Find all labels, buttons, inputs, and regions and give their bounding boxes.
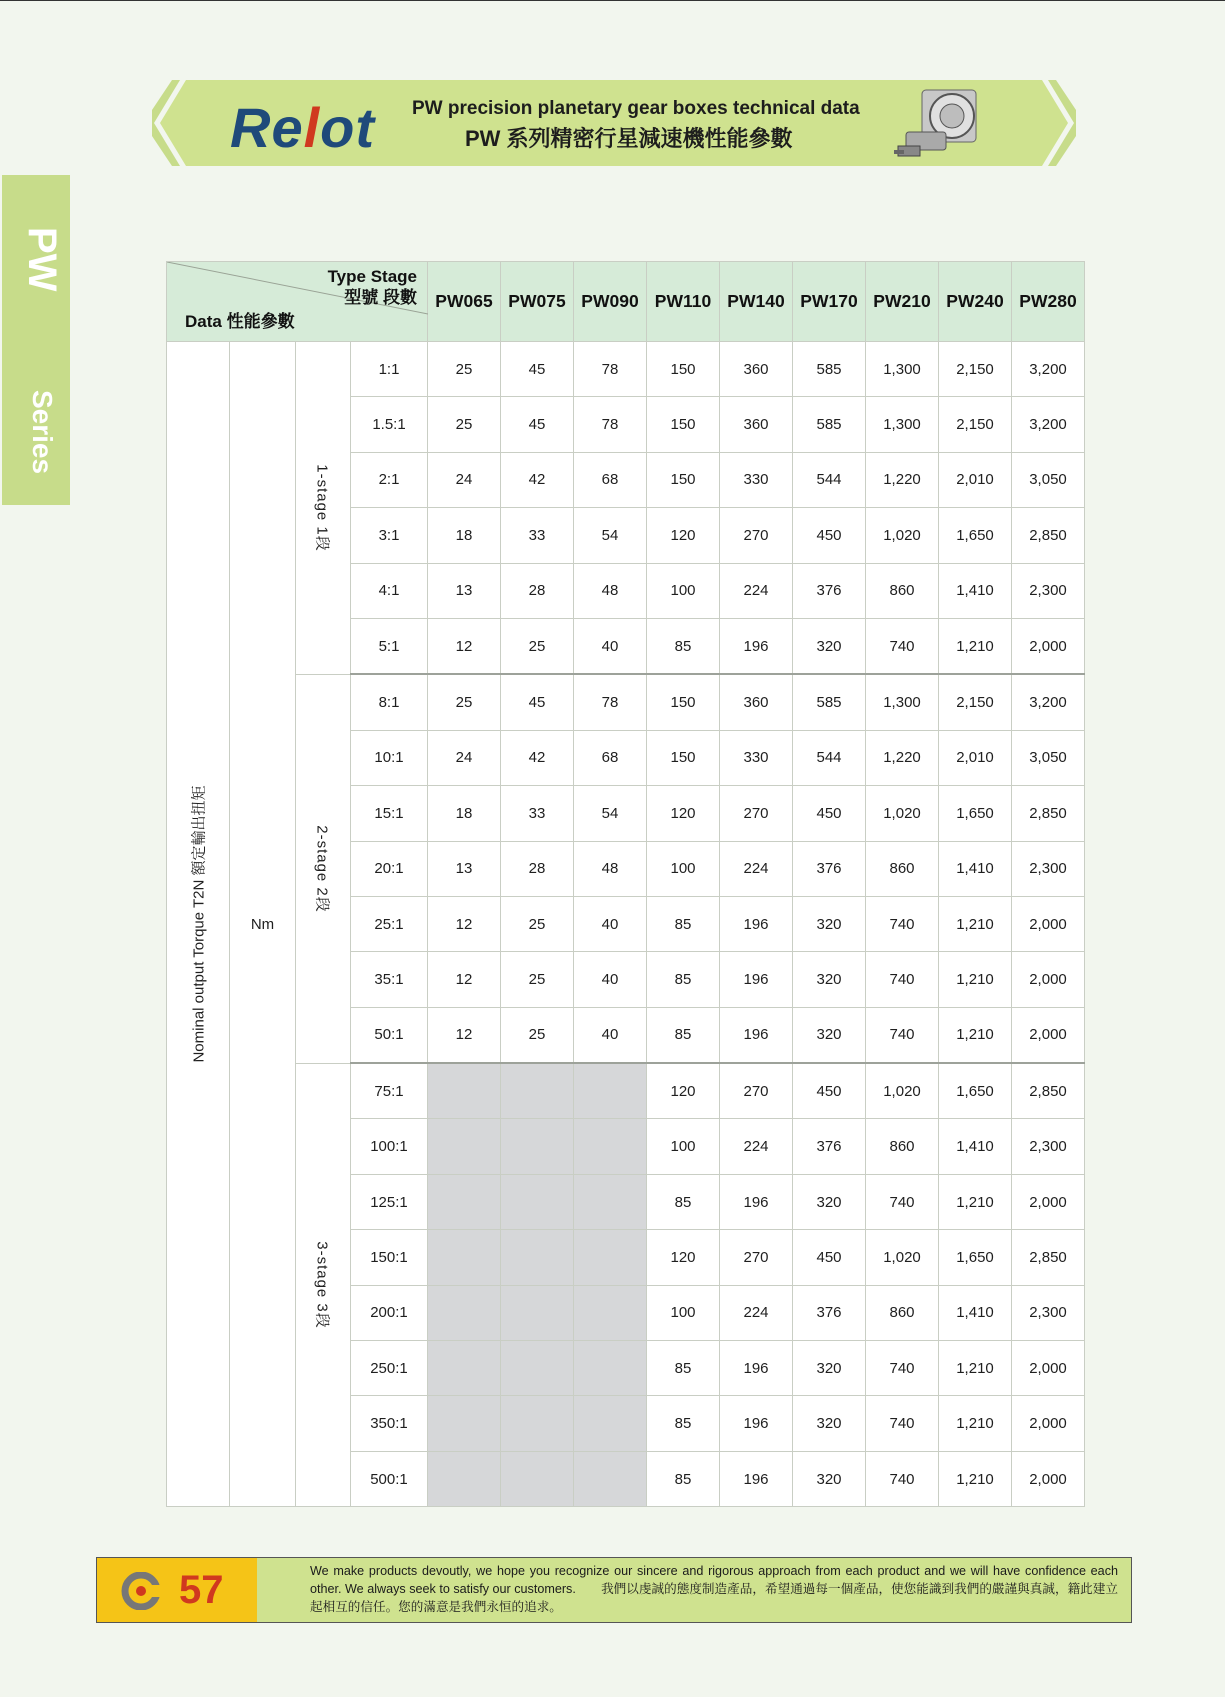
ratio-cell: 8:1 [351, 674, 428, 730]
torque-value-cell: 2,150 [939, 397, 1012, 452]
torque-value-cell: 224 [720, 563, 793, 618]
relot-logo: Relot [230, 96, 376, 159]
table-row [167, 342, 1085, 397]
torque-value-cell: 320 [793, 1451, 866, 1506]
unavailable-cell [501, 1119, 574, 1174]
header-type-stage: Type Stage [327, 267, 417, 286]
torque-value-cell: 45 [501, 674, 574, 730]
unavailable-cell [574, 1174, 647, 1229]
torque-value-cell: 2,000 [1012, 1007, 1085, 1063]
unavailable-cell [501, 1230, 574, 1285]
torque-value-cell: 860 [866, 1119, 939, 1174]
torque-value-cell: 2,850 [1012, 508, 1085, 563]
torque-value-cell: 196 [720, 952, 793, 1007]
torque-value-cell: 740 [866, 1174, 939, 1229]
torque-value-cell: 740 [866, 896, 939, 951]
side-tab-pw: PW [20, 227, 64, 292]
torque-value-cell: 45 [501, 397, 574, 452]
torque-value-cell: 2,850 [1012, 1063, 1085, 1119]
param-label: Nominal output Torque T2N 額定輸出扭矩 [190, 785, 208, 1063]
model-header: PW065 [428, 262, 501, 342]
torque-value-cell: 1,650 [939, 1230, 1012, 1285]
torque-value-cell: 2,300 [1012, 563, 1085, 618]
side-tab-series: Series [27, 390, 58, 475]
torque-value-cell: 1,300 [866, 342, 939, 397]
torque-value-cell: 224 [720, 1119, 793, 1174]
torque-value-cell: 54 [574, 786, 647, 841]
torque-spec-table [166, 261, 1085, 1507]
ratio-cell: 4:1 [351, 563, 428, 618]
ratio-cell: 5:1 [351, 618, 428, 674]
torque-value-cell: 2,300 [1012, 1285, 1085, 1340]
torque-value-cell: 320 [793, 1007, 866, 1063]
torque-value-cell: 270 [720, 786, 793, 841]
ratio-cell: 35:1 [351, 952, 428, 1007]
ratio-cell: 2:1 [351, 452, 428, 507]
torque-value-cell: 25 [428, 674, 501, 730]
torque-value-cell: 2,000 [1012, 952, 1085, 1007]
torque-value-cell: 1,210 [939, 618, 1012, 674]
torque-value-cell: 2,000 [1012, 1174, 1085, 1229]
torque-value-cell: 360 [720, 342, 793, 397]
ratio-cell: 350:1 [351, 1396, 428, 1451]
torque-value-cell: 320 [793, 1396, 866, 1451]
torque-value-cell: 78 [574, 674, 647, 730]
torque-value-cell: 18 [428, 508, 501, 563]
torque-value-cell: 13 [428, 841, 501, 896]
torque-value-cell: 740 [866, 1396, 939, 1451]
torque-value-cell: 1,220 [866, 452, 939, 507]
torque-value-cell: 196 [720, 1396, 793, 1451]
footer-bar [96, 1557, 1132, 1623]
torque-value-cell: 13 [428, 563, 501, 618]
unavailable-cell [574, 1063, 647, 1119]
ratio-cell: 250:1 [351, 1341, 428, 1396]
unavailable-cell [501, 1063, 574, 1119]
param-label-cell [167, 342, 230, 1507]
torque-value-cell: 1,220 [866, 730, 939, 785]
footer-statement: We make products devoutly, we hope you recognize our sincere and rigorous approach from each product and we will have confidence each other. We always seek to satisfy our customers. 我們以虔誠的態度制造產品，希望通過每一個產品，使您能識到我們的嚴謹與真誠，籍此建立起相互的信任。您的滿意是我們永恒的追求。 [310, 1564, 1118, 1614]
torque-value-cell: 2,850 [1012, 1230, 1085, 1285]
side-series-tab [2, 175, 70, 505]
unavailable-cell [574, 1396, 647, 1451]
ratio-cell: 200:1 [351, 1285, 428, 1340]
torque-value-cell: 150 [647, 674, 720, 730]
torque-value-cell: 376 [793, 563, 866, 618]
torque-value-cell: 1,210 [939, 1341, 1012, 1396]
torque-value-cell: 3,050 [1012, 452, 1085, 507]
torque-value-cell: 196 [720, 896, 793, 951]
banner-title-zh: PW 系列精密行星減速機性能參數 [465, 126, 793, 151]
unavailable-cell [574, 1230, 647, 1285]
ratio-cell: 500:1 [351, 1451, 428, 1506]
model-header: PW240 [939, 262, 1012, 342]
torque-value-cell: 68 [574, 452, 647, 507]
torque-value-cell: 376 [793, 841, 866, 896]
unavailable-cell [428, 1451, 501, 1506]
ratio-cell: 150:1 [351, 1230, 428, 1285]
torque-value-cell: 3,200 [1012, 674, 1085, 730]
unavailable-cell [428, 1119, 501, 1174]
torque-value-cell: 120 [647, 508, 720, 563]
unavailable-cell [574, 1341, 647, 1396]
torque-value-cell: 40 [574, 1007, 647, 1063]
torque-value-cell: 25 [501, 896, 574, 951]
torque-value-cell: 224 [720, 1285, 793, 1340]
model-header: PW140 [720, 262, 793, 342]
torque-value-cell: 860 [866, 563, 939, 618]
torque-value-cell: 85 [647, 1341, 720, 1396]
torque-value-cell: 740 [866, 1341, 939, 1396]
unavailable-cell [428, 1174, 501, 1229]
model-header: PW280 [1012, 262, 1085, 342]
torque-value-cell: 33 [501, 786, 574, 841]
torque-value-cell: 330 [720, 730, 793, 785]
torque-value-cell: 24 [428, 452, 501, 507]
model-header: PW090 [574, 262, 647, 342]
torque-value-cell: 740 [866, 1451, 939, 1506]
torque-value-cell: 450 [793, 1230, 866, 1285]
ratio-cell: 100:1 [351, 1119, 428, 1174]
torque-value-cell: 100 [647, 841, 720, 896]
header-banner [152, 80, 1076, 166]
torque-value-cell: 1,410 [939, 841, 1012, 896]
torque-value-cell: 1,020 [866, 786, 939, 841]
torque-value-cell: 40 [574, 896, 647, 951]
torque-value-cell: 100 [647, 563, 720, 618]
unavailable-cell [574, 1285, 647, 1340]
torque-value-cell: 68 [574, 730, 647, 785]
unit-cell: Nm [230, 342, 296, 1507]
ratio-cell: 25:1 [351, 896, 428, 951]
torque-value-cell: 1,300 [866, 674, 939, 730]
torque-value-cell: 3,200 [1012, 397, 1085, 452]
torque-value-cell: 450 [793, 786, 866, 841]
torque-value-cell: 270 [720, 1230, 793, 1285]
unavailable-cell [428, 1285, 501, 1340]
torque-value-cell: 2,150 [939, 674, 1012, 730]
torque-value-cell: 25 [501, 1007, 574, 1063]
torque-value-cell: 360 [720, 674, 793, 730]
stage-label-cell [296, 342, 351, 675]
torque-value-cell: 270 [720, 1063, 793, 1119]
torque-value-cell: 860 [866, 1285, 939, 1340]
torque-value-cell: 25 [501, 952, 574, 1007]
torque-value-cell: 585 [793, 397, 866, 452]
stage-label: 2-stage 2段 [313, 824, 331, 913]
unavailable-cell [501, 1396, 574, 1451]
torque-value-cell: 2,000 [1012, 1396, 1085, 1451]
torque-value-cell: 3,050 [1012, 730, 1085, 785]
torque-value-cell: 25 [428, 342, 501, 397]
torque-value-cell: 1,210 [939, 1396, 1012, 1451]
stage-label-cell [296, 674, 351, 1063]
torque-value-cell: 25 [501, 618, 574, 674]
torque-value-cell: 2,000 [1012, 1451, 1085, 1506]
torque-value-cell: 860 [866, 841, 939, 896]
torque-value-cell: 85 [647, 952, 720, 1007]
torque-value-cell: 150 [647, 397, 720, 452]
unavailable-cell [428, 1341, 501, 1396]
torque-value-cell: 85 [647, 618, 720, 674]
ratio-cell: 1:1 [351, 342, 428, 397]
ratio-cell: 75:1 [351, 1063, 428, 1119]
torque-value-cell: 78 [574, 342, 647, 397]
torque-value-cell: 85 [647, 1174, 720, 1229]
torque-value-cell: 2,010 [939, 730, 1012, 785]
torque-value-cell: 330 [720, 452, 793, 507]
ratio-cell: 15:1 [351, 786, 428, 841]
torque-value-cell: 85 [647, 896, 720, 951]
torque-value-cell: 40 [574, 618, 647, 674]
torque-value-cell: 1,650 [939, 786, 1012, 841]
ratio-cell: 125:1 [351, 1174, 428, 1229]
page-number-box [97, 1558, 257, 1622]
torque-value-cell: 150 [647, 452, 720, 507]
torque-value-cell: 2,150 [939, 342, 1012, 397]
ratio-cell: 50:1 [351, 1007, 428, 1063]
company-logo-icon [121, 1572, 161, 1610]
torque-value-cell: 1,210 [939, 1174, 1012, 1229]
torque-value-cell: 120 [647, 1230, 720, 1285]
table-header-row [167, 262, 1085, 342]
torque-value-cell: 2,000 [1012, 1341, 1085, 1396]
header-data: Data 性能參數 [185, 312, 295, 331]
torque-value-cell: 1,650 [939, 508, 1012, 563]
torque-value-cell: 376 [793, 1285, 866, 1340]
header-type-stage-zh: 型號 段數 [344, 288, 417, 307]
torque-value-cell: 45 [501, 342, 574, 397]
torque-value-cell: 28 [501, 841, 574, 896]
torque-value-cell: 360 [720, 397, 793, 452]
torque-value-cell: 270 [720, 508, 793, 563]
torque-value-cell: 150 [647, 730, 720, 785]
torque-value-cell: 196 [720, 1007, 793, 1063]
torque-value-cell: 544 [793, 730, 866, 785]
torque-value-cell: 740 [866, 618, 939, 674]
stage-label: 1-stage 1段 [313, 464, 331, 552]
torque-value-cell: 376 [793, 1119, 866, 1174]
torque-value-cell: 85 [647, 1007, 720, 1063]
torque-value-cell: 1,020 [866, 1063, 939, 1119]
torque-value-cell: 2,010 [939, 452, 1012, 507]
torque-value-cell: 1,300 [866, 397, 939, 452]
torque-value-cell: 1,020 [866, 1230, 939, 1285]
torque-value-cell: 28 [501, 563, 574, 618]
ratio-cell: 1.5:1 [351, 397, 428, 452]
unavailable-cell [501, 1285, 574, 1340]
unavailable-cell [574, 1451, 647, 1506]
torque-value-cell: 33 [501, 508, 574, 563]
table-corner-header [167, 262, 428, 342]
table-row [167, 674, 1085, 730]
model-header: PW170 [793, 262, 866, 342]
torque-value-cell: 18 [428, 786, 501, 841]
torque-value-cell: 1,410 [939, 1119, 1012, 1174]
torque-value-cell: 1,210 [939, 1007, 1012, 1063]
torque-value-cell: 12 [428, 1007, 501, 1063]
torque-value-cell: 1,020 [866, 508, 939, 563]
torque-value-cell: 78 [574, 397, 647, 452]
unavailable-cell [428, 1396, 501, 1451]
torque-value-cell: 120 [647, 786, 720, 841]
unavailable-cell [501, 1341, 574, 1396]
torque-value-cell: 196 [720, 1451, 793, 1506]
torque-value-cell: 25 [428, 397, 501, 452]
torque-value-cell: 42 [501, 452, 574, 507]
torque-value-cell: 740 [866, 952, 939, 1007]
torque-value-cell: 320 [793, 952, 866, 1007]
ratio-cell: 10:1 [351, 730, 428, 785]
unavailable-cell [428, 1230, 501, 1285]
torque-value-cell: 54 [574, 508, 647, 563]
torque-value-cell: 740 [866, 1007, 939, 1063]
torque-value-cell: 320 [793, 896, 866, 951]
torque-value-cell: 100 [647, 1119, 720, 1174]
unavailable-cell [574, 1119, 647, 1174]
torque-value-cell: 1,210 [939, 1451, 1012, 1506]
torque-value-cell: 2,850 [1012, 786, 1085, 841]
torque-value-cell: 100 [647, 1285, 720, 1340]
torque-value-cell: 585 [793, 342, 866, 397]
torque-value-cell: 544 [793, 452, 866, 507]
torque-value-cell: 2,300 [1012, 841, 1085, 896]
unavailable-cell [501, 1451, 574, 1506]
torque-value-cell: 42 [501, 730, 574, 785]
torque-value-cell: 450 [793, 508, 866, 563]
torque-value-cell: 2,300 [1012, 1119, 1085, 1174]
model-header: PW210 [866, 262, 939, 342]
torque-value-cell: 1,650 [939, 1063, 1012, 1119]
model-header: PW075 [501, 262, 574, 342]
torque-value-cell: 320 [793, 618, 866, 674]
torque-value-cell: 12 [428, 896, 501, 951]
torque-value-cell: 1,210 [939, 896, 1012, 951]
torque-value-cell: 85 [647, 1451, 720, 1506]
torque-value-cell: 196 [720, 618, 793, 674]
torque-value-cell: 40 [574, 952, 647, 1007]
torque-value-cell: 196 [720, 1174, 793, 1229]
torque-value-cell: 320 [793, 1341, 866, 1396]
torque-value-cell: 3,200 [1012, 342, 1085, 397]
torque-value-cell: 1,410 [939, 1285, 1012, 1340]
torque-value-cell: 2,000 [1012, 618, 1085, 674]
torque-value-cell: 12 [428, 952, 501, 1007]
model-header: PW110 [647, 262, 720, 342]
torque-value-cell: 24 [428, 730, 501, 785]
ratio-cell: 20:1 [351, 841, 428, 896]
torque-value-cell: 320 [793, 1174, 866, 1229]
top-border-line [0, 0, 1225, 1]
table-row [167, 1063, 1085, 1119]
torque-value-cell: 196 [720, 1341, 793, 1396]
banner-title-en: PW precision planetary gear boxes technical data [412, 98, 860, 119]
gearbox-product-icon [892, 84, 992, 166]
stage-label-cell [296, 1063, 351, 1507]
torque-value-cell: 85 [647, 1396, 720, 1451]
torque-value-cell: 224 [720, 841, 793, 896]
torque-value-cell: 150 [647, 342, 720, 397]
unavailable-cell [501, 1174, 574, 1229]
torque-value-cell: 450 [793, 1063, 866, 1119]
stage-label: 3-stage 3段 [313, 1241, 331, 1329]
torque-value-cell: 48 [574, 841, 647, 896]
torque-value-cell: 120 [647, 1063, 720, 1119]
torque-value-cell: 1,410 [939, 563, 1012, 618]
page-number: 57 [179, 1568, 224, 1612]
torque-value-cell: 1,210 [939, 952, 1012, 1007]
ratio-cell: 3:1 [351, 508, 428, 563]
unavailable-cell [428, 1063, 501, 1119]
torque-value-cell: 2,000 [1012, 896, 1085, 951]
torque-value-cell: 12 [428, 618, 501, 674]
torque-value-cell: 48 [574, 563, 647, 618]
torque-value-cell: 585 [793, 674, 866, 730]
